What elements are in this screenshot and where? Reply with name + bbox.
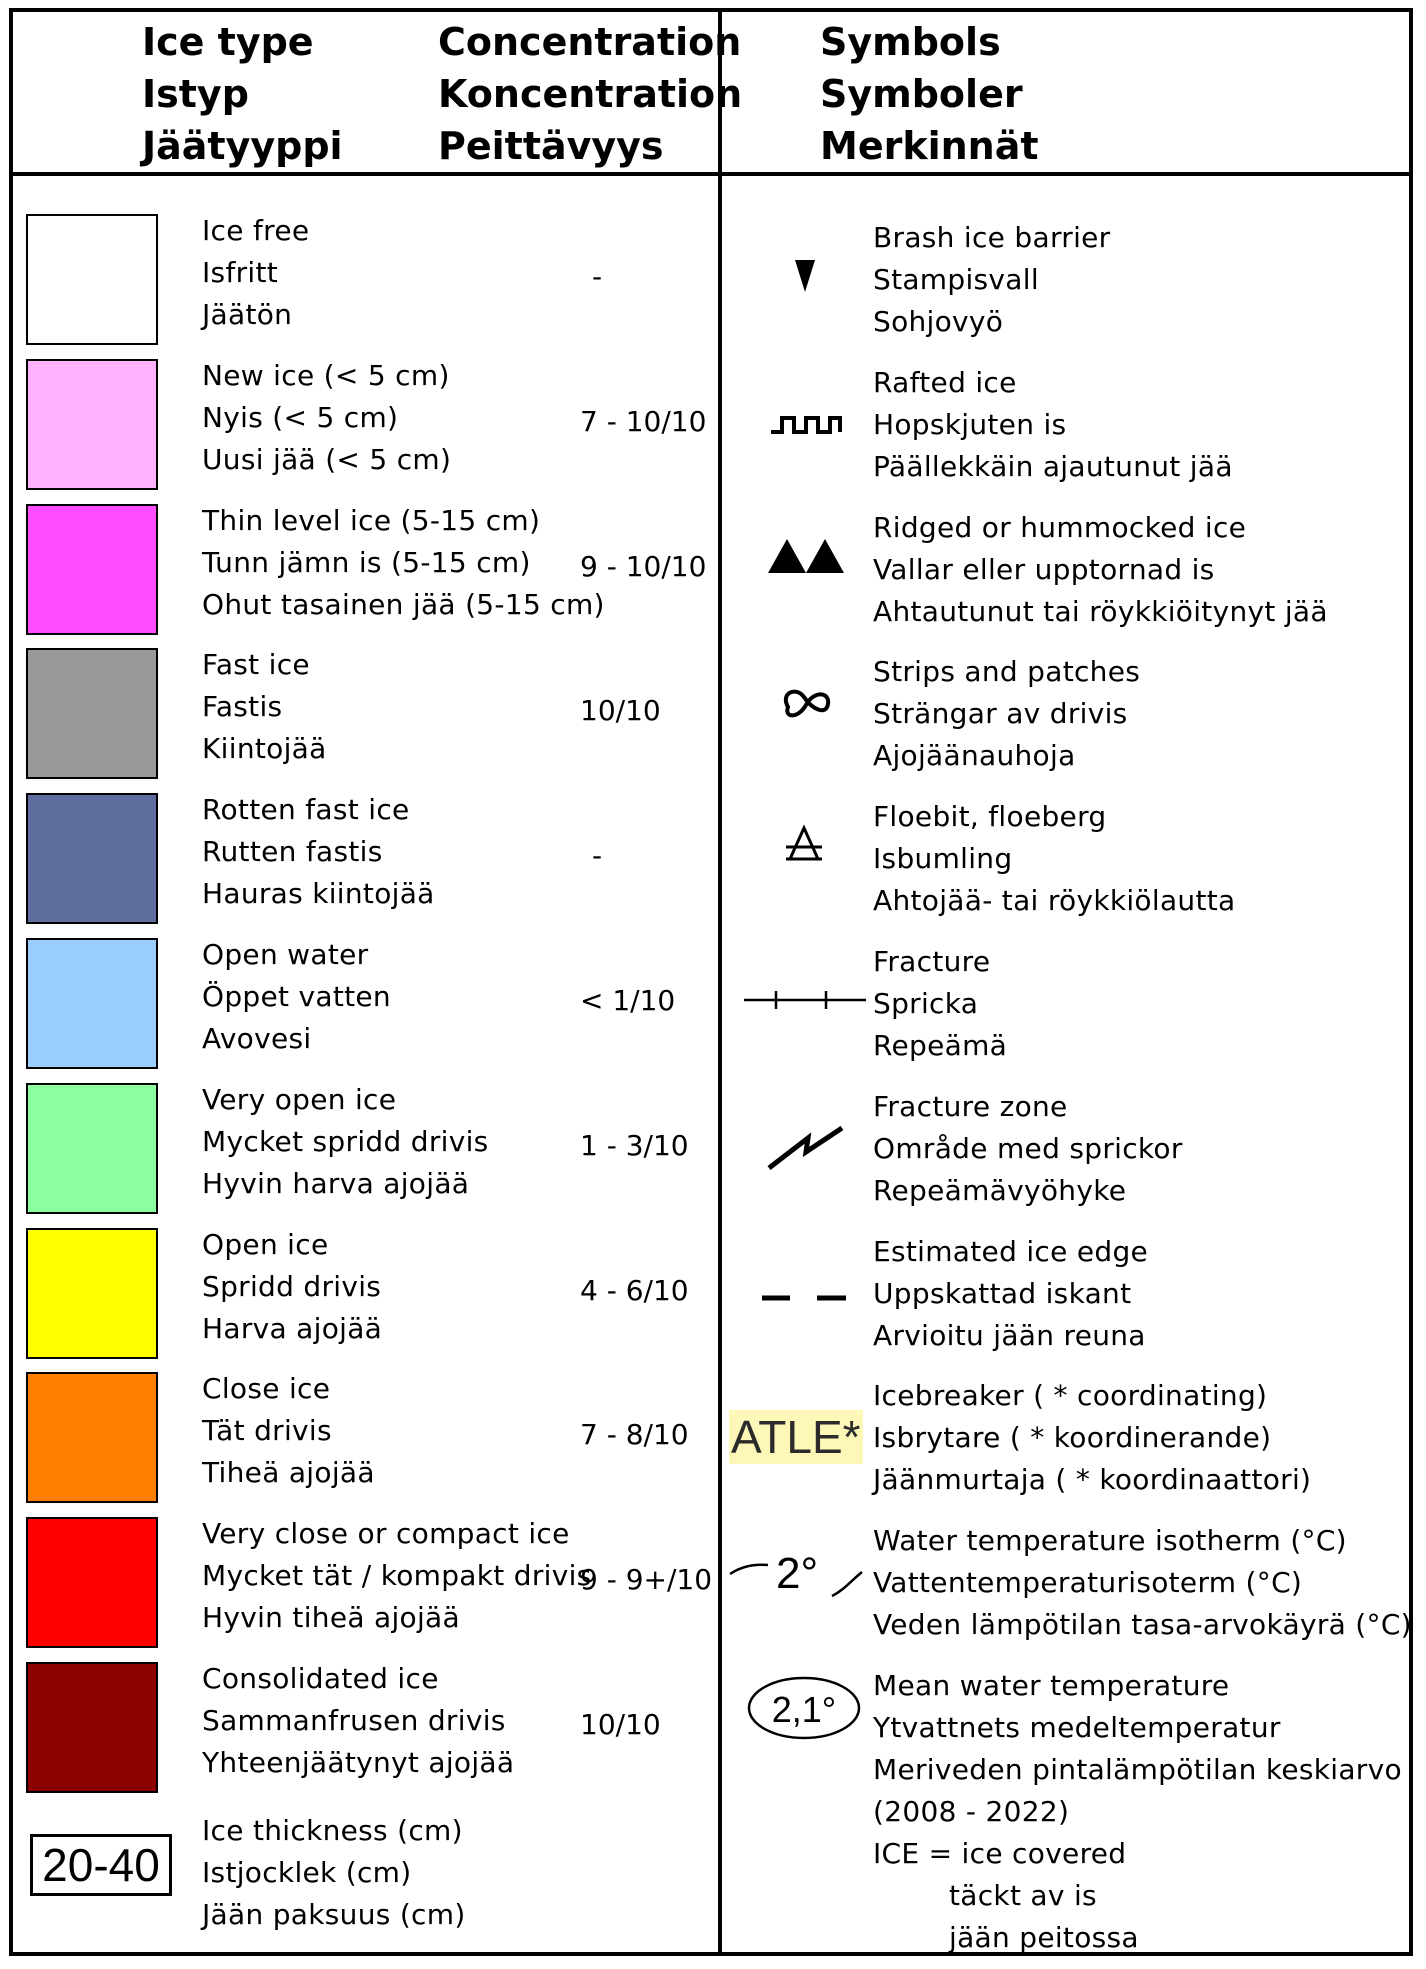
ice-type-concentration: 7 - 8/10: [580, 1418, 689, 1451]
symbol-label: Estimated ice edge: [873, 1235, 1149, 1268]
symbol-label: Brash ice barrier: [873, 221, 1111, 254]
ice-type-label: Yhteenjäätynyt ajojää: [202, 1746, 515, 1779]
ice-type-label: Jäätön: [202, 298, 293, 331]
ice-type-label: Sammanfrusen drivis: [202, 1704, 506, 1737]
isotherm-sample: 2°: [776, 1549, 819, 1598]
floebit-icon: [786, 828, 822, 859]
symbol-label: Ahtojää- tai röykkiölautta: [873, 884, 1236, 917]
ice-thickness-box: 20-40: [30, 1834, 172, 1896]
symbol-label: Ridged or hummocked ice: [873, 511, 1247, 544]
ice-type-label: Fastis: [202, 690, 283, 723]
ice-type-label: Fast ice: [202, 648, 310, 681]
mean-temperature-sample: 2,1°: [771, 1689, 837, 1730]
ice-type-label: Avovesi: [202, 1022, 312, 1055]
icebreaker-sample: ATLE*: [731, 1411, 861, 1463]
ice-type-label: Tiheä ajojää: [202, 1456, 375, 1489]
symbol-label: Ajojäänauhoja: [873, 739, 1076, 772]
ice-type-concentration: -: [592, 260, 603, 293]
symbol-label: Spricka: [873, 987, 979, 1020]
ice-type-label: Tät drivis: [202, 1414, 332, 1447]
ice-type-label: Rutten fastis: [202, 835, 383, 868]
mean-temperature-icon: [749, 1678, 859, 1738]
symbol-label: Strängar av drivis: [873, 697, 1128, 730]
header-ice-type: Ice type Istyp Jäätyyppi: [142, 20, 343, 168]
ice-type-label: Harva ajojää: [202, 1312, 383, 1345]
ice-type-label: Very close or compact ice: [202, 1517, 570, 1550]
ice-type-concentration: 9 - 10/10: [580, 550, 707, 583]
symbol-label: Vattentemperaturisoterm (°C): [873, 1566, 1303, 1599]
isotherm-icon: [730, 1549, 862, 1598]
symbol-label: Område med sprickor: [873, 1132, 1183, 1165]
rafted-ice-icon: [771, 418, 840, 432]
symbol-label: Päällekkäin ajautunut jää: [873, 450, 1233, 483]
strips-patches-icon: [786, 692, 828, 716]
ice-type-label: Nyis (< 5 cm): [202, 401, 399, 434]
symbol-label: Fracture: [873, 945, 991, 978]
ice-type-label: Isfritt: [202, 256, 279, 289]
ice-type-label: Mycket tät / kompakt drivis: [202, 1559, 592, 1592]
ice-type-label: Uusi jää (< 5 cm): [202, 443, 452, 476]
ice-type-label: Close ice: [202, 1372, 331, 1405]
ice-type-concentration: < 1/10: [580, 984, 676, 1017]
ice-type-concentration: 1 - 3/10: [580, 1129, 689, 1162]
ice-type-label: Spridd drivis: [202, 1270, 382, 1303]
brash-ice-barrier-icon: [795, 260, 815, 292]
fracture-zone-icon: [769, 1128, 842, 1168]
symbol-label: Ytvattnets medeltemperatur: [873, 1711, 1281, 1744]
symbol-label: Isbumling: [873, 842, 1013, 875]
ice-type-concentration: 9 - 9+/10: [580, 1563, 713, 1596]
header-concentration: Concentration Koncentration Peittävyys: [438, 20, 743, 168]
ice-type-concentration: 7 - 10/10: [580, 405, 707, 438]
ice-type-label: Ohut tasainen jää (5-15 cm): [202, 588, 605, 621]
symbol-label: Fracture zone: [873, 1090, 1068, 1123]
ice-type-label: Mycket spridd drivis: [202, 1125, 489, 1158]
symbol-label: Ahtautunut tai röykkiöitynyt jää: [873, 595, 1328, 628]
ice-type-label: Rotten fast ice: [202, 793, 410, 826]
symbol-label: Icebreaker ( * coordinating): [873, 1379, 1268, 1412]
ice-type-label: Hyvin harva ajojää: [202, 1167, 470, 1200]
ice-type-label: Tunn jämn is (5-15 cm): [202, 546, 531, 579]
ice-type-label: Öppet vatten: [202, 980, 391, 1013]
ice-type-label: Very open ice: [202, 1083, 397, 1116]
symbol-label: Stampisvall: [873, 263, 1039, 296]
symbol-label: Uppskattad iskant: [873, 1277, 1132, 1310]
ice-type-label: Open water: [202, 938, 369, 971]
symbol-label: Mean water temperature: [873, 1669, 1230, 1702]
symbol-label: Rafted ice: [873, 366, 1017, 399]
symbol-label: Jäänmurtaja ( * koordinaattori): [873, 1463, 1312, 1496]
ice-type-concentration: -: [592, 839, 603, 872]
ice-type-concentration: 4 - 6/10: [580, 1274, 689, 1307]
ice-type-label: Hauras kiintojää: [202, 877, 435, 910]
symbol-label: Arvioitu jään reuna: [873, 1319, 1146, 1352]
ice-type-label: Consolidated ice: [202, 1662, 439, 1695]
ice-type-label: New ice (< 5 cm): [202, 359, 450, 392]
symbol-label: Floebit, floeberg: [873, 800, 1107, 833]
ice-type-concentration: 10/10: [580, 694, 661, 727]
ice-type-concentration: 10/10: [580, 1708, 661, 1741]
symbol-label: Repeämä: [873, 1029, 1008, 1062]
symbol-label: (2008 - 2022): [873, 1795, 1070, 1828]
symbol-label: Hopskjuten is: [873, 408, 1067, 441]
symbol-label: Repeämävyöhyke: [873, 1174, 1127, 1207]
ice-type-label: Ice free: [202, 214, 310, 247]
symbol-label: Strips and patches: [873, 655, 1141, 688]
symbol-label: Sohjovyö: [873, 305, 1004, 338]
ice-type-label: Kiintojää: [202, 732, 327, 765]
ice-type-label: Thin level ice (5-15 cm): [202, 504, 541, 537]
ice-type-label: Hyvin tiheä ajojää: [202, 1601, 460, 1634]
header-symbols: Symbols Symboler Merkinnät: [820, 20, 1039, 168]
ridged-ice-icon: [768, 539, 844, 573]
symbol-label: jään peitossa: [949, 1921, 1139, 1954]
symbol-label: täckt av is: [949, 1879, 1097, 1912]
symbol-label: Meriveden pintalämpötilan keskiarvo: [873, 1753, 1402, 1786]
symbol-label: Vallar eller upptornad is: [873, 553, 1215, 586]
ice-thickness-labels: Ice thickness (cm) Istjocklek (cm) Jään paksuus (cm): [202, 1814, 466, 1931]
symbol-label: ICE = ice covered: [873, 1837, 1127, 1870]
symbol-label: Water temperature isotherm (°C): [873, 1524, 1347, 1557]
fracture-icon: [744, 991, 866, 1009]
ice-type-label: Open ice: [202, 1228, 329, 1261]
symbol-label: Veden lämpötilan tasa-arvokäyrä (°C): [873, 1608, 1412, 1641]
symbol-label: Isbrytare ( * koordinerande): [873, 1421, 1272, 1454]
